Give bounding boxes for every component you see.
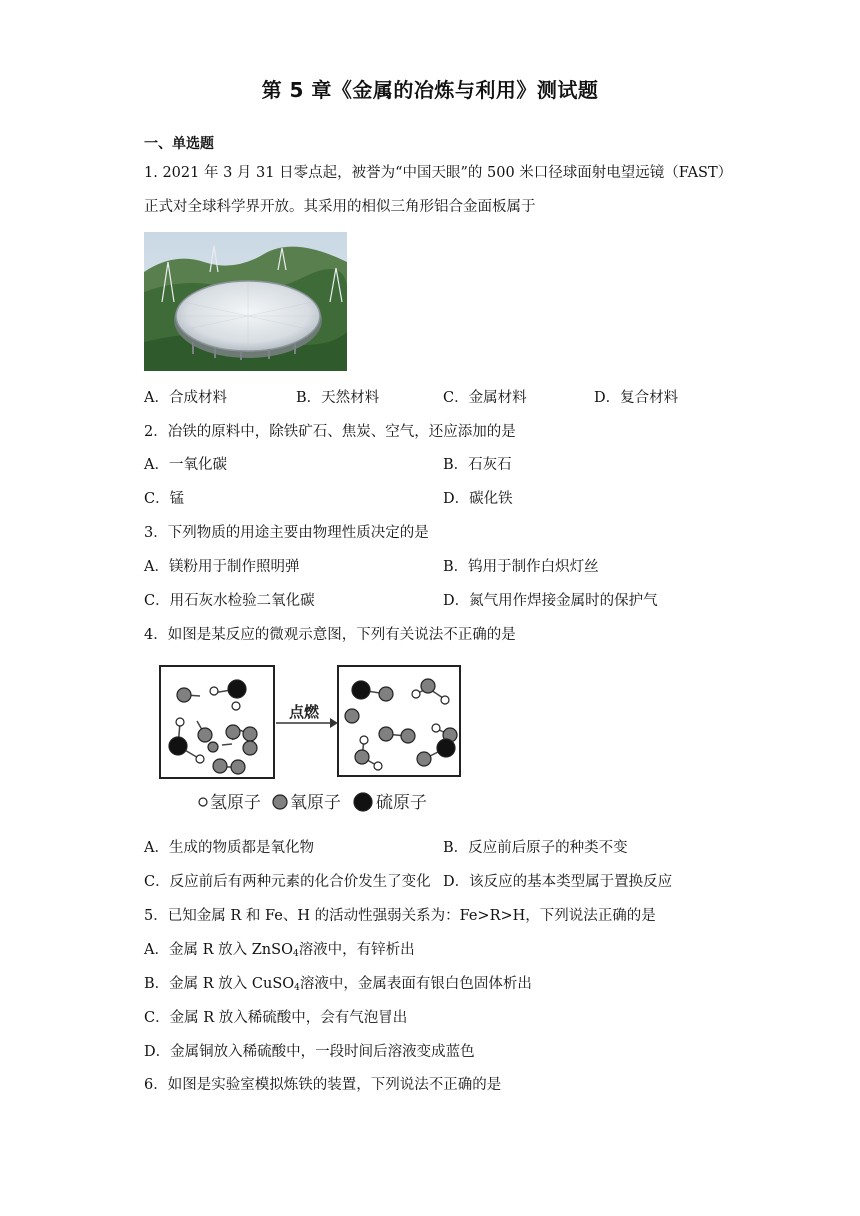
question-4-option-a[interactable]: A．生成的物质都是氧化物 [144, 840, 314, 856]
question-1-option-c[interactable]: C．金属材料 [443, 390, 527, 406]
question-4-option-d[interactable]: D．该反应的基本类型属于置换反应 [443, 874, 673, 890]
question-1-line-2: 正式对全球科学界开放。其采用的相似三角形铝合金面板属于 [144, 199, 536, 215]
option-a-text-1: A．金属 R 放入 ZnSO [144, 942, 293, 958]
question-2-text: 2．冶铁的原料中，除铁矿石、焦炭、空气，还应添加的是 [144, 424, 516, 440]
option-a-text-2: 溶液中，有锌析出 [298, 942, 415, 958]
sulfur-legend-icon [354, 793, 372, 811]
fast-telescope-photo [144, 232, 347, 371]
question-3-option-d[interactable]: D．氮气用作焊接金属时的保护气 [443, 593, 658, 609]
option-b-text-2: 溶液中，金属表面有银白色固体析出 [299, 976, 532, 992]
option-b-text-1: B．金属 R 放入 CuSO [144, 976, 295, 992]
question-3-option-c[interactable]: C．用石灰水检验二氧化碳 [144, 593, 315, 609]
question-2-option-c[interactable]: C．锰 [144, 491, 185, 507]
question-5-option-a[interactable] [144, 940, 415, 964]
arrow-label: 点燃 [288, 703, 320, 721]
option-b-subscript: 4 [294, 983, 300, 993]
question-5-option-d[interactable]: D．金属铜放入稀硫酸中，一段时间后溶液变成蓝色 [144, 1044, 475, 1060]
hydrogen-legend-icon [199, 798, 207, 806]
question-1-line-1: 1. 2021 年 3 月 31 日零点起，被誉为“中国天眼”的 500 米口径球面射电望远镜（FAST） [144, 165, 733, 181]
page-title: 第 5 章《金属的冶炼与利用》测试题 [261, 78, 599, 102]
question-4-option-b[interactable]: B．反应前后原子的种类不变 [443, 840, 628, 856]
question-4-option-c[interactable]: C．反应前后有两种元素的化合价发生了变化 [144, 874, 431, 890]
option-a-subscript: 4 [292, 949, 299, 959]
question-5-text: 5．已知金属 R 和 Fe、H 的活动性强弱关系为：Fe>R>H，下列说法正确的是 [144, 908, 656, 924]
reaction-micro-diagram [150, 660, 480, 820]
oxygen-legend-icon [273, 795, 287, 809]
legend-sulfur-label: 硫原子 [376, 793, 427, 813]
question-1-option-b[interactable]: B．天然材料 [296, 390, 380, 406]
legend-oxygen-label: 氧原子 [290, 793, 341, 813]
legend-hydrogen-label: 氢原子 [210, 793, 261, 813]
question-1-option-a[interactable]: A．合成材料 [144, 390, 227, 406]
question-3-option-b[interactable]: B．钨用于制作白炽灯丝 [443, 559, 599, 575]
question-6-text: 6．如图是实验室模拟炼铁的装置，下列说法不正确的是 [144, 1077, 502, 1093]
question-1-option-d[interactable]: D．复合材料 [594, 390, 679, 406]
question-5-option-b[interactable] [144, 974, 532, 998]
question-4-text: 4．如图是某反应的微观示意图，下列有关说法不正确的是 [144, 627, 516, 643]
section-heading: 一、单选题 [144, 136, 214, 152]
question-2-option-d[interactable]: D．碳化铁 [443, 491, 513, 507]
question-2-option-b[interactable]: B．石灰石 [443, 457, 512, 473]
question-2-option-a[interactable]: A．一氧化碳 [144, 457, 227, 473]
question-3-text: 3．下列物质的用途主要由物理性质决定的是 [144, 525, 429, 541]
question-5-option-c[interactable]: C．金属 R 放入稀硫酸中，会有气泡冒出 [144, 1010, 408, 1026]
question-3-option-a[interactable]: A．镁粉用于制作照明弹 [144, 559, 300, 575]
